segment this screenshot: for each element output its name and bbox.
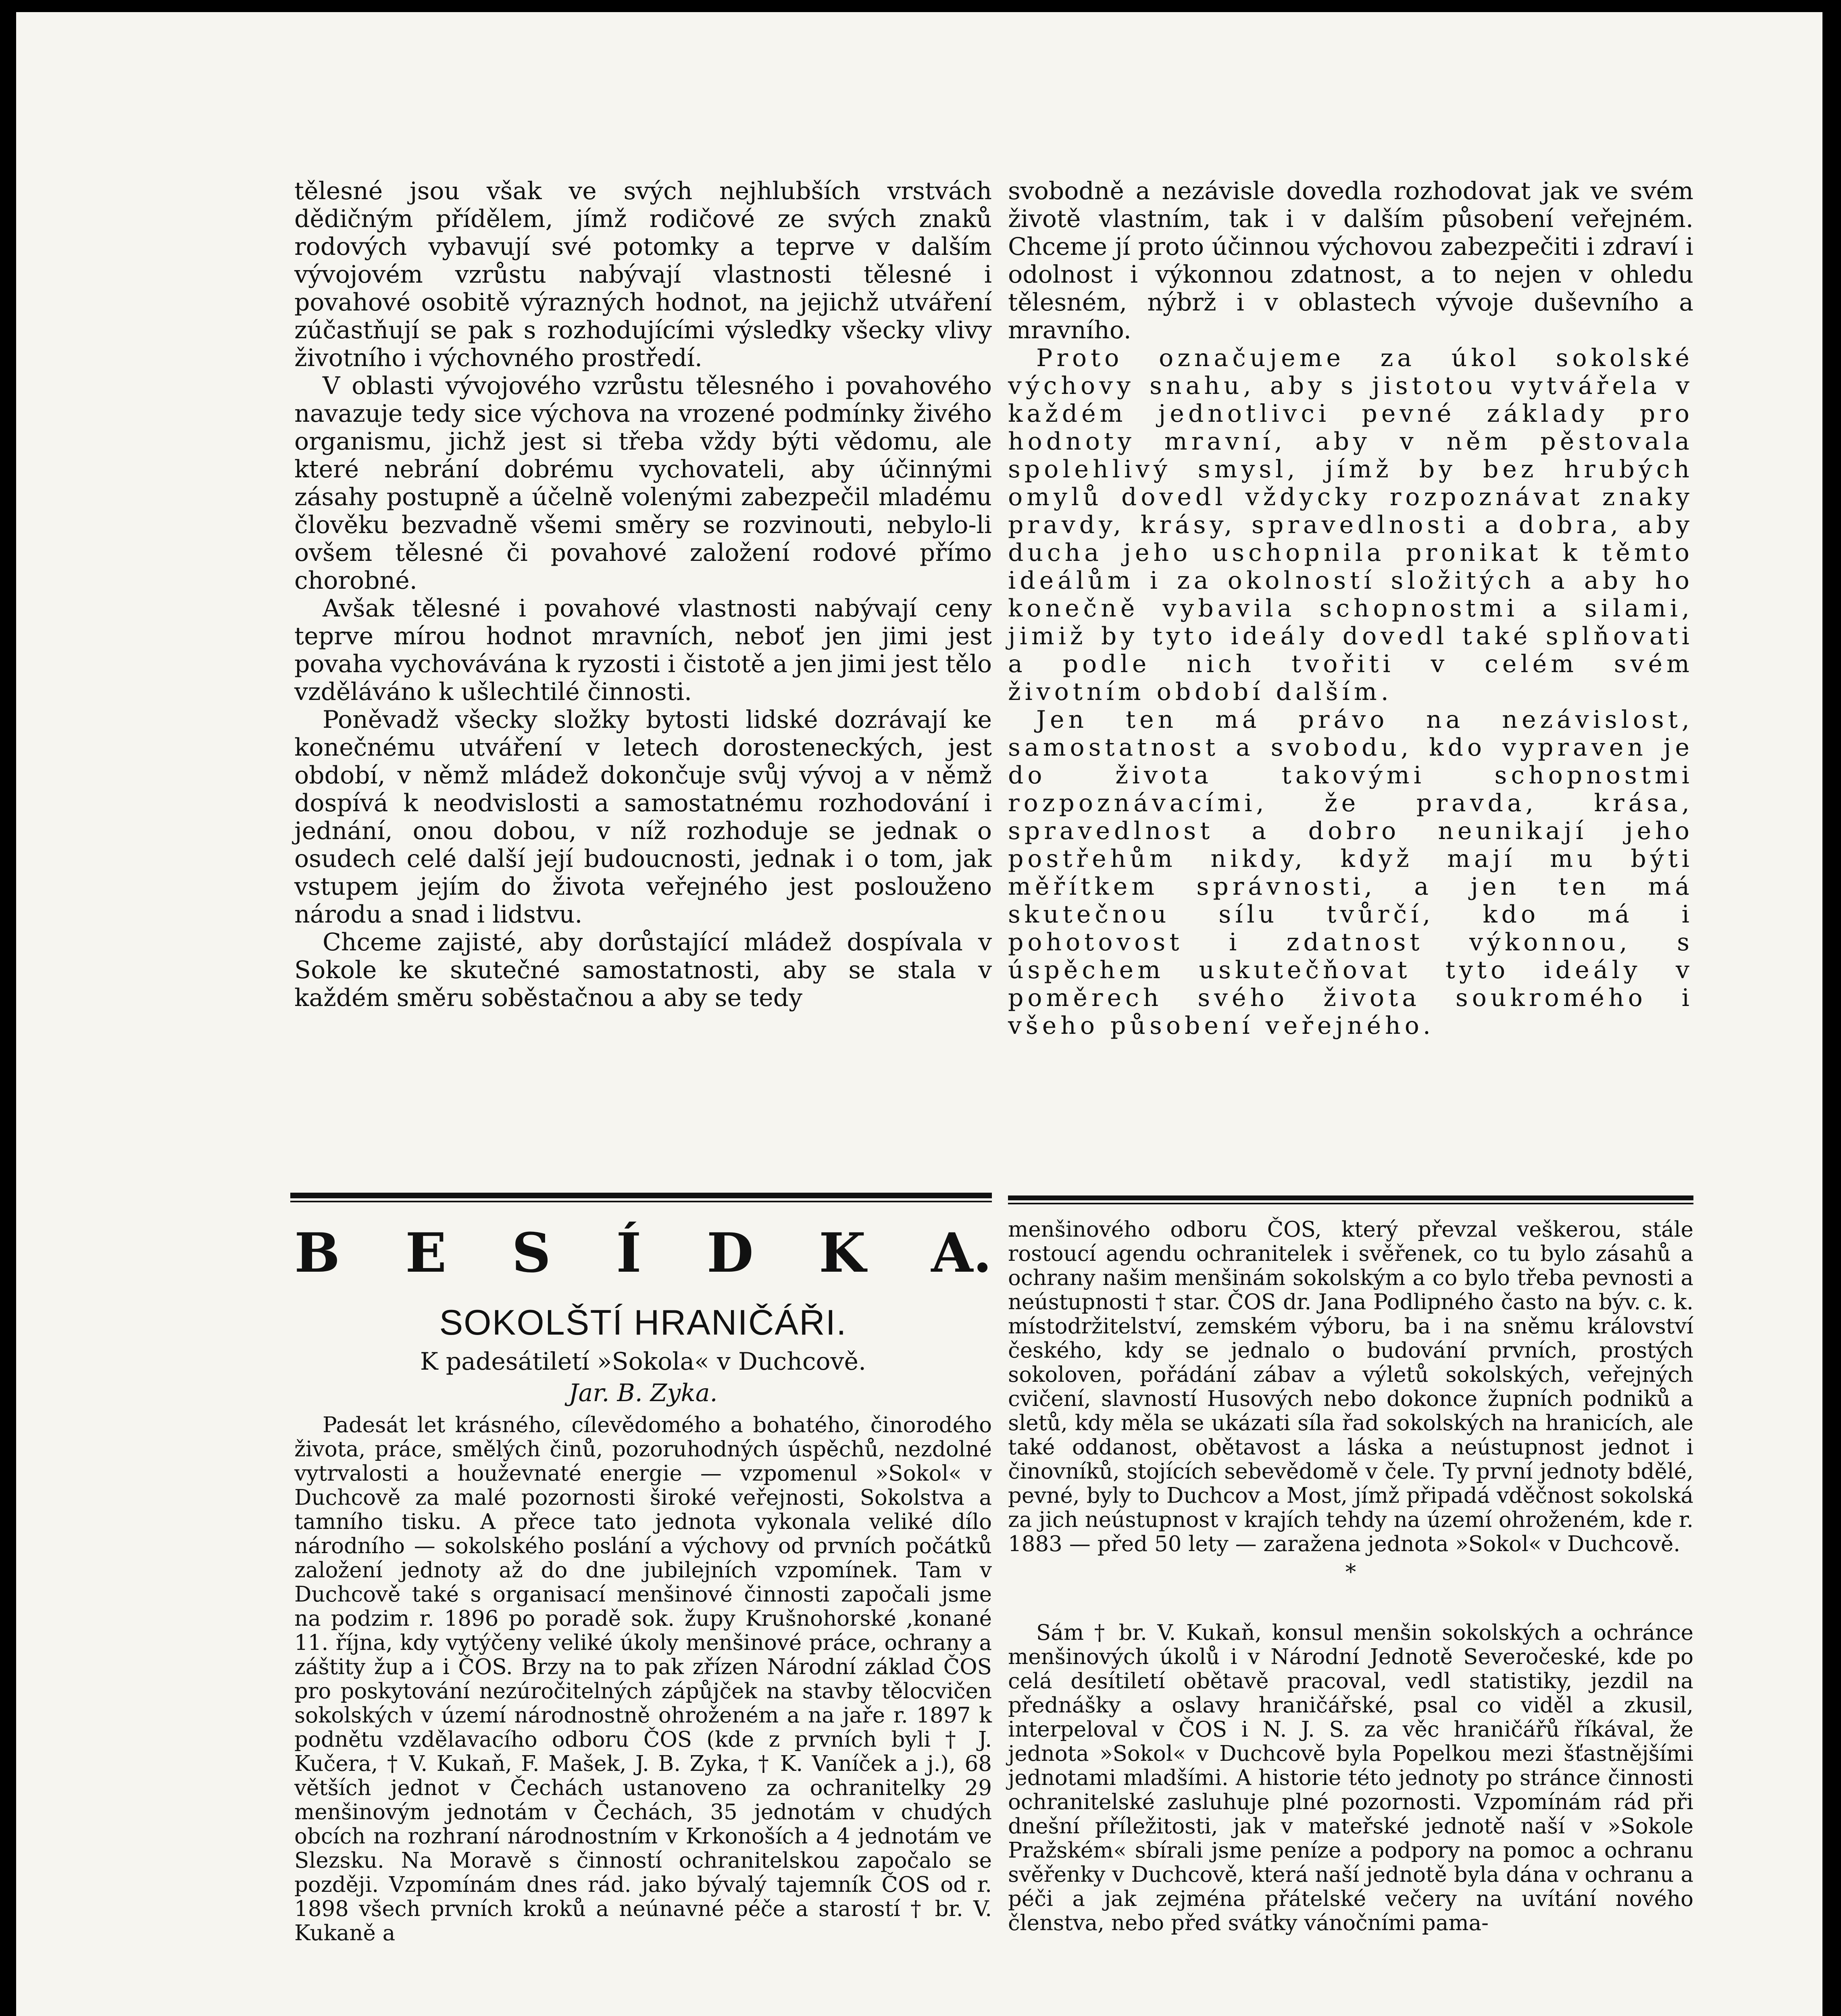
paragraph: tělesné jsou však ve svých nejhlubších vrstvách dědičným přídělem, jímž rodičové ze svých znaků rodových vybavují své potomky a teprve v dalším vývojovém vzrůstu nabývají vlastnosti tělesné i povahové osobitě výrazných hodnot, na jejichž utváření zúčastňují se pak s rozhodujícími výsledky všecky vlivy životního i výchovného prostředí. — [294, 177, 992, 372]
column-bottom-left — [294, 1413, 992, 1945]
section-title-letter: A. — [931, 1221, 992, 1285]
section-title-letter: S — [512, 1221, 551, 1285]
column-top-right — [1008, 177, 1693, 1040]
paragraph: Poněvadž všecky složky bytosti lidské dozrávají ke konečnému utváření v letech dorosteneckých, jest období, v němž mládež dokončuje svůj vývoj a v němž dospívá k neodvislosti a samostatnému rozhodování i jednání, onou dobou, v níž rozhoduje se jednak o osudech celé další její budoucnosti, jednak i o tom, jak vstupem jejím do života veřejného jest poslouženo národu a snad i lidstvu. — [294, 706, 992, 929]
paragraph: menšinového odboru ČOS, který převzal veškerou, stále rostoucí agendu ochranitelek i svěřenek, co tu bylo zásahů a ochrany našim menšinám sokolským a co bylo třeba pevnosti a neústupnosti † star. ČOS dr. Jana Podlipného často na býv. c. k. místodržitelství, zemském výboru, ba i na sněmu království českého, kdy se jednalo o budování prvních, prostých sokoloven, pořádání zábav a výletů sokolských, veřejných cvičení, slavností Husových nebo dokonce župních podniků a sletů, kdy měla se ukázati síla řad sokolských na hranicích, ale také oddanost, obětavost a láska a neústupnost jednot i činovníků, stojících sebevědomě v čele. Ty první jednoty bdělé, pevné, byly to Duchcov a Most, jímž připadá vděčnost sokolská za jich neústupnost v krajích tehdy na území ohroženém, kde r. 1883 — před 50 lety — zaražena jednota »Sokol« v Duchcově. — [1008, 1217, 1693, 1556]
divider-asterisk: * — [1345, 1560, 1356, 1585]
article-subtitle: K padesátiletí »Sokola« v Duchcově. — [420, 1347, 866, 1376]
article-author: Jar. B. Zyka. — [569, 1379, 718, 1407]
section-title-letter: B — [294, 1221, 340, 1285]
spaced-paragraph: Proto označujeme za úkol sokolské výchovy snahu, aby s jistotou vytvářela v každém jednotlivci pevné základy pro hodnoty mravní, aby v něm pěstovala spolehlivý smysl, jímž by bez hrubých omylů dovedl vždycky rozpoznávat znaky pravdy, krásy, spravedlnosti a dobra, aby ducha jeho uschopnila pronikat k těmto ideálům i za okolností složitých a aby ho konečně vybavila schopnostmi a silami, jimiž by tyto ideály dovedl také splňovati a podle nich tvořiti v celém svém životním období dalším. — [1008, 344, 1693, 706]
article-title: SOKOLŠTÍ HRANIČÁŘI. — [439, 1302, 847, 1342]
paragraph: V oblasti vývojového vzrůstu tělesného i povahového navazuje tedy sice výchova na vrozené podmínky živého organismu, jichž jest si třeba vždy býti vědomu, ale které nebrání dobrému vychovateli, aby účinnými zásahy postupně a účelně volenými zabezpečil mladému člověku bezvadně všemi směry se rozvinouti, nebylo-li ovšem tělesné či povahové založení rodové přímo chorobné. — [294, 372, 992, 595]
section-title-letter: E — [405, 1221, 447, 1285]
section-rule-left — [290, 1193, 992, 1202]
paragraph: Avšak tělesné i povahové vlastnosti nabývají ceny teprve mírou hodnot mravních, neboť jen jimi jest povaha vychovávána k ryzosti i čistotě a jen jimi jest tělo vzděláváno k ušlechtilé činnosti. — [294, 594, 992, 706]
paragraph: Chceme zajisté, aby dorůstající mládež dospívala v Sokole ke skutečné samostatnosti, aby se stala v každém směru soběstačnou a aby se tedy — [294, 928, 992, 1012]
column-bottom-right — [1008, 1218, 1693, 1935]
paragraph: Padesát let krásného, cílevědomého a bohatého, činorodého života, práce, smělých činů, pozoruhodných úspěchů, nezdolné vytrvalosti a houževnaté energie — vzpomenul »Sokol« v Duchcově za malé pozornosti široké veřejnosti, Sokolstva a tamního tisku. A přece tato jednota vykonala veliké dílo národního — sokolského poslání a výchovy od prvních počátků založení jednoty až do dne jubilejních vzpomínek. Tam v Duchcově také s organisací menšinové činnosti započali jsme na podzim r. 1896 po poradě sok. župy Krušnohorské ,konané 11. října, kdy vytýčeny veliké úkoly menšinové práce, ochrany a záštity žup a i ČOS. Brzy na to pak zřízen Národní základ ČOS pro poskytování nezúročitelných zápůjček na stavby tělocvičen sokolských v území národnostně ohroženém a na jaře r. 1897 k podnětu vzdělavacího odboru ČOS (kde z prvních byli † J. Kučera, † V. Kukaň, F. Mašek, J. B. Zyka, † K. Vaníček a j.), 68 větších jednot v Čechách ustanoveno za ochranitelky 29 menšinovým jednotám v Čechách, 35 jednotám v chudých obcích na rozhraní národnostním v Krkonoších a 4 jednotám ve Slezsku. Na Moravě s činností ochranitelskou započalo se později. Vzpomínám dnes rád. jako bývalý tajemník ČOS od r. 1898 všech prvních kroků a neúnavné péče a starostí † br. V. Kukaně a — [294, 1413, 992, 1945]
section-title — [294, 1223, 992, 1283]
section-title-letter: Í — [616, 1221, 641, 1285]
page — [16, 12, 1822, 2016]
paragraph: Sám † br. V. Kukaň, konsul menšin sokolských a ochránce menšinových úkolů i v Národní Jednotě Severočeské, kde po celá desítiletí obětavě pracoval, vedl statistiky, jezdil na přednášky a oslavy hraničářské, psal co viděl a zkusil, interpeloval v ČOS i N. J. S. za věc hraničářů říkával, že jednota »Sokol« v Duchcově byla Popelkou mezi šťastnějšími jednotami mladšími. A historie této jednoty po stránce činnosti ochranitelské zasluhuje plné pozornosti. Vzpomínám rád při dnešní příležitosti, jak v mateřské jednotě naší v »Sokole Pražském« sbírali jsme peníze a podpory na pomoc a ochranu svěřenky v Duchcově, která naší jednotě byla dána v ochranu a péči a jak zejména přátelské večery na uvítání nového členstva, nebo před svátky vánočními pama- — [1008, 1620, 1693, 1935]
column-top-left — [294, 177, 992, 1012]
section-title-letter: K — [818, 1221, 866, 1285]
section-title-letter: D — [706, 1221, 754, 1285]
spaced-paragraph: Jen ten má právo na nezávislost, samostatnost a svobodu, kdo vypraven je do života takovými schopnostmi rozpoznávacími, že pravda, krása, spravedlnost a dobro neunikají jeho postřehům nikdy, když mají mu býti měřítkem správnosti, a jen ten má skutečnou sílu tvůrčí, kdo má i pohotovost i zdatnost výkonnou, s úspěchem uskutečňovat tyto ideály v poměrech svého života soukromého i všeho působení veřejného. — [1008, 706, 1693, 1040]
section-rule-right — [1008, 1195, 1693, 1204]
paragraph: svobodně a nezávisle dovedla rozhodovat jak ve svém životě vlastním, tak i v dalším působení veřejném. Chceme jí proto účinnou výchovou zabezpečiti i zdraví i odolnost i výkonnou zdatnost, a to nejen v ohledu tělesném, nýbrž i v oblastech vývoje duševního a mravního. — [1008, 177, 1693, 344]
